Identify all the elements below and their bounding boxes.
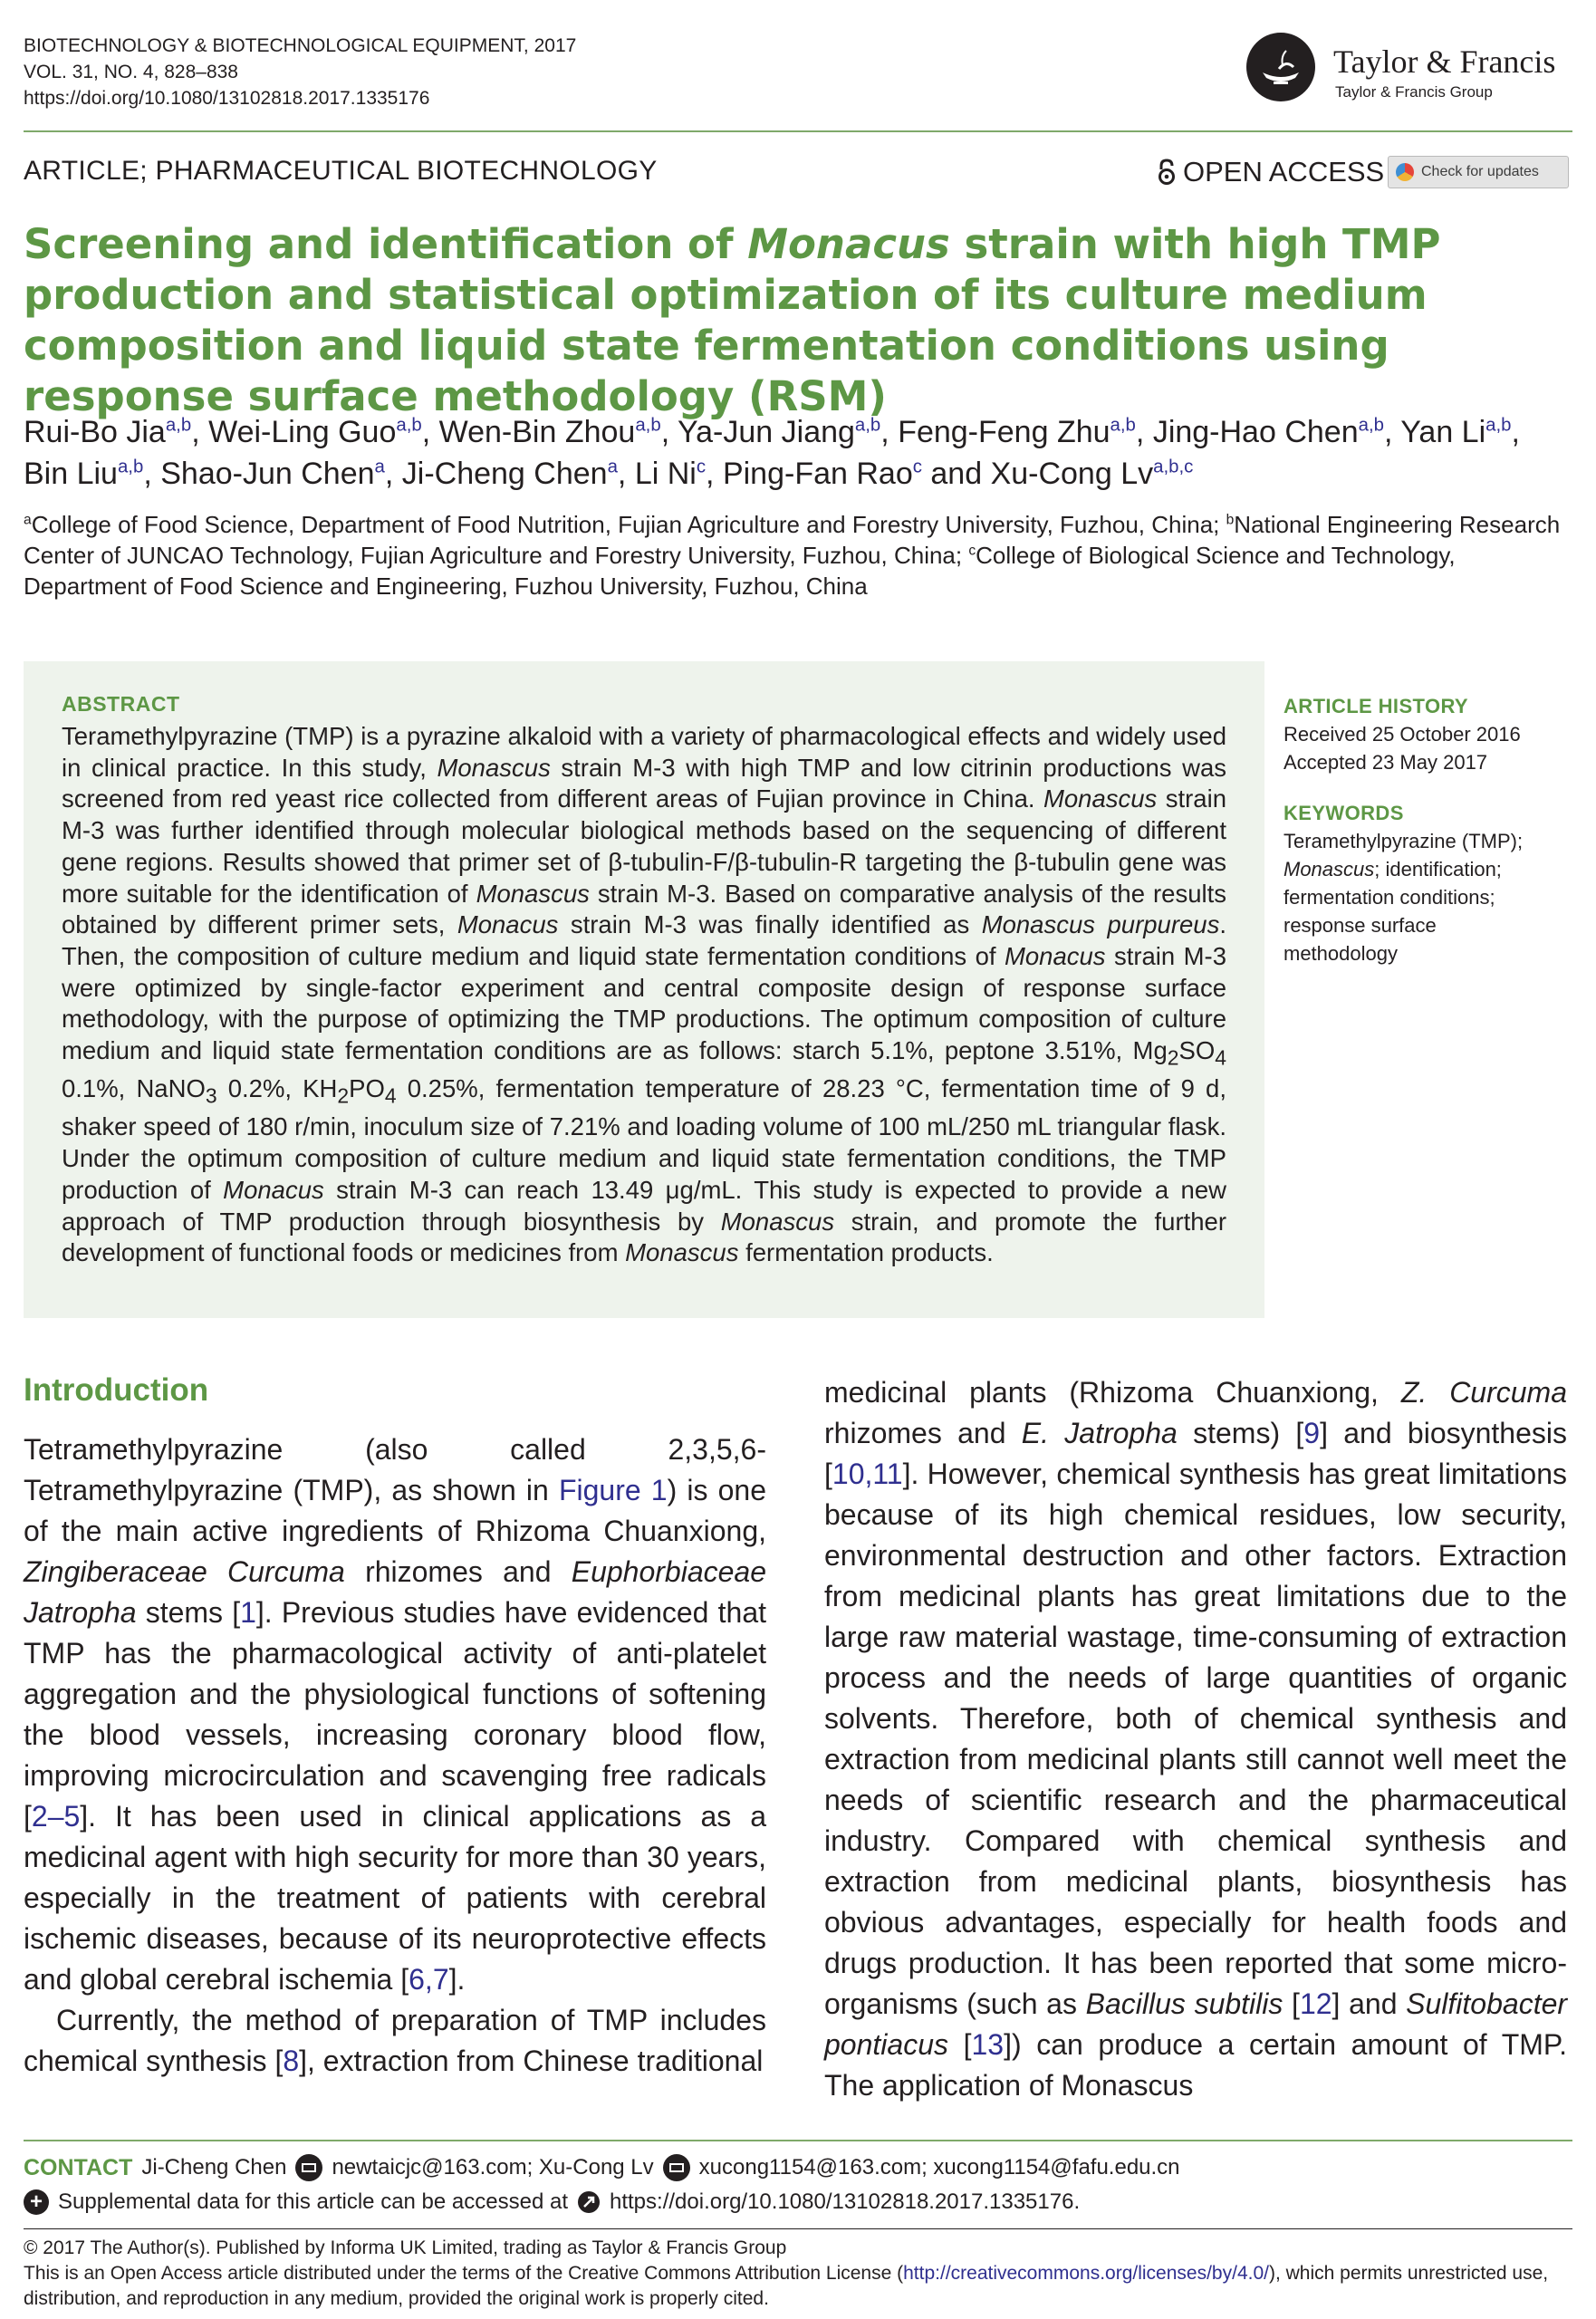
copyright-text: © 2017 The Author(s). Published by Informa UK Limited, trading as Taylor & Francis Group [24, 2237, 787, 2258]
publisher-group: Taylor & Francis Group [1335, 83, 1493, 101]
author-affiliation-mark: a,b [1358, 415, 1384, 436]
journal-meta [24, 33, 576, 111]
affiliation-c: College of Biological Science and Technology, Department of Food Science and Engineering, Fuzhou University, Fuzhou, China [24, 542, 1456, 600]
open-lock-icon [1158, 159, 1176, 186]
header-divider [24, 130, 1572, 132]
keyword-line: response surface [1284, 914, 1437, 937]
reference-link[interactable]: 1 [240, 1596, 256, 1629]
author-list: Rui-Bo Jia$^{a,b}$, Wei-Ling Guo$^{a,b}$, Wen-Bin Zhou$^{a,b}$, Ya-Jun Jiang$^{a,b}$, Feng-Feng Zhu$^{a,b}$, Jing-Hao Chen$^{a,b}$, Yan Li$^{a,b}$, Bin Liu$^{a,b}$, Shao-Jun Chen$^a$, Ji-Cheng Chen$^a$, Li Ni$^c$, Ping-Fan Rao$^c$ and Xu-Cong Lv$^{a,b,c}$ [24, 415, 1520, 491]
intro-left-column [24, 1429, 766, 2082]
reference-link[interactable]: 8 [283, 2045, 300, 2077]
abstract-text: Teramethylpyrazine (TMP) is a pyrazine alkaloid with a variety of pharmacological effects and widely used in clinical practice. In this study, Monascus strain M-3 with high TMP and low citrinin productions was screened from red yeast rice collected from different areas of Fujian province in China. Monascus strain M-3 was further identified through molecular biological methods based on the sequencing of different gene regions. Results showed that primer set of β-tubulin-F/β-tubulin-R targeting the β-tubulin gene was more suitable for the identification of Monascus strain M-3. Based on comparative analysis of the results obtained by different primer sets, Monacus strain M-3 was finally identified as Monascus purpureus. Then, the composition of culture medium and liquid state fermentation conditions of Monacus strain M-3 were optimized by single-factor experiment and central composite design of response surface methodology, with the purpose of optimizing the TMP productions. The optimum composition of culture medium and liquid state fermentation conditions are as follows: starch 5.1%, peptone 3.51%, $Mg_2SO_4$ 0.1%, NaNO$_3$ 0.2%, $KH_2PO_4$ 0.25%, fermentation temperature of 28.23 °C, fermentation time of 9 d, shaker speed of 180 r/min, inoculum size of 7.21% and loading volume of 100 mL/250 mL triangular flask. Under the optimum composition of culture medium and liquid state fermentation conditions, the TMP production of Monacus strain M-3 can reach 13.49 μg/mL. This study is expected to provide a new approach of TMP production through biosynthesis by Monascus strain, and promote the further development of functional foods or medicines from Monascus fermentation products. [62, 722, 1227, 1267]
email-icon [295, 2154, 322, 2181]
keyword-line: Monascus; identification; [1284, 858, 1502, 880]
affiliation-b: National Engineering Research Center of JUNCAO Technology, Fujian Agriculture and Forestry University, Fuzhou, China; [24, 511, 1561, 569]
license-block [24, 2236, 1572, 2312]
title-text-1: Screening and identification of [24, 220, 748, 268]
license-text: This is an Open Access article distributed under the terms of the Creative Commons Attribution License (http://creativecommons.org/licenses/by/4.0/), which permits unrestricted use, [24, 2263, 1549, 2284]
keywords-heading: KEYWORDS [1284, 802, 1404, 824]
author[interactable]: Bin Liu$^{a,b}$ [24, 457, 144, 491]
keyword-line: Teramethylpyrazine (TMP); [1284, 830, 1524, 852]
journal-name: BIOTECHNOLOGY & BIOTECHNOLOGICAL EQUIPMENT, 2017 [24, 35, 577, 56]
reference-link[interactable]: 10,11 [832, 1458, 903, 1490]
contact-line [24, 2154, 1180, 2181]
intro-paragraph: Tetramethylpyrazine (also called 2,3,5,6-Tetramethylpyrazine (TMP), as shown in Figure 1) is one of the main active ingredients of Rhizoma Chuanxiong, Zingiberaceae Curcuma rhizomes and Euphorbiaceae Jatropha stems [1]. Previous studies have evidenced that TMP has the pharmacological activity of anti-platelet aggregation and the physiological functions of softening the blood vessels, increasing coronary blood flow, improving microcirculation and scavenging free radicals [2–5]. It has been used in clinical applications as a medicinal agent with high security for more than 30 years, especially in the treatment of patients with cerebral ischemic diseases, because of its neuroprotective effects and global cerebral ischemia [6,7]. [24, 1433, 767, 1996]
open-access-label [1158, 156, 1384, 188]
supplemental-link[interactable]: https://doi.org/10.1080/13102818.2017.1335176. [610, 2189, 1081, 2214]
reference-link[interactable]: 2–5 [31, 1800, 81, 1833]
publisher-logo[interactable] [1246, 33, 1572, 107]
open-access-text: OPEN ACCESS [1183, 156, 1385, 188]
license-text-2: distribution, and reproduction in any medium, provided the original work is properly cited. [24, 2288, 769, 2309]
journal-volume: VOL. 31, NO. 4, 828–838 [24, 62, 238, 82]
author-affiliation-mark: c [696, 457, 707, 477]
keyword-line: methodology [1284, 942, 1398, 965]
abstract-heading: ABSTRACT [62, 692, 180, 716]
author[interactable]: Li Ni$^c$ [634, 457, 707, 491]
received-date: Received 25 October 2016 [1284, 723, 1521, 746]
author[interactable]: Yan Li$^{a,b}$ [1400, 415, 1512, 449]
license-link[interactable]: http://creativecommons.org/licenses/by/4.0/ [903, 2263, 1269, 2284]
affil-mark-a: a [24, 512, 32, 528]
external-link-icon [577, 2190, 601, 2214]
affiliations [24, 509, 1572, 601]
reference-link[interactable]: 13 [971, 2028, 1005, 2061]
intro-right-column [824, 1372, 1567, 2106]
author-affiliation-mark: a,b [117, 457, 144, 477]
author-affiliation-mark: a,b [165, 415, 192, 436]
title-italic: Monacus [747, 220, 950, 268]
contact-email[interactable]: xucong1154@163.com; xucong1154@fafu.edu.cn [698, 2155, 1180, 2179]
keyword-line: fermentation conditions; [1284, 886, 1495, 909]
journal-doi[interactable]: https://doi.org/10.1080/13102818.2017.1335176 [24, 88, 430, 109]
author[interactable]: Wen-Bin Zhou$^{a,b}$ [438, 415, 661, 449]
author[interactable]: Rui-Bo Jia$^{a,b}$ [24, 415, 192, 449]
article-history-heading: ARTICLE HISTORY [1284, 695, 1469, 717]
reference-link[interactable]: 12 [1299, 1987, 1332, 2020]
author-affiliation-mark: a,b [1110, 415, 1136, 436]
author[interactable]: Xu-Cong Lv$^{a,b,c}$ [990, 457, 1194, 491]
intro-paragraph: Currently, the method of preparation of TMP includes chemical synthesis [8], extraction from Chinese traditional [24, 2004, 766, 2077]
publisher-name: Taylor & Francis [1333, 43, 1556, 80]
accepted-date: Accepted 23 May 2017 [1284, 751, 1488, 774]
author-affiliation-mark: a,b [1485, 415, 1512, 436]
article-history [1284, 692, 1573, 776]
license-divider [24, 2228, 1572, 2229]
supplemental-line [24, 2189, 1080, 2216]
author-affiliation-mark: a,b [854, 415, 881, 436]
author[interactable]: Jing-Hao Chen$^{a,b}$ [1152, 415, 1384, 449]
author[interactable]: Ya-Jun Jiang$^{a,b}$ [677, 415, 881, 449]
contact-label: CONTACT [24, 2155, 133, 2180]
check-for-updates-button[interactable] [1388, 156, 1569, 188]
author[interactable]: Feng-Feng Zhu$^{a,b}$ [898, 415, 1136, 449]
footer-divider [24, 2140, 1572, 2141]
article-title [24, 219, 1563, 422]
publisher-lamp-icon [1246, 33, 1315, 101]
affil-mark-b: b [1226, 512, 1235, 528]
title-text-2: strain with high TMP production and statistical optimization of its culture medium composition and liquid state fermentation conditions using response surface methodology (RSM) [24, 220, 1441, 420]
author-affiliation-mark: a,b [396, 415, 422, 436]
email-icon [663, 2154, 690, 2181]
intro-paragraph: medicinal plants (Rhizoma Chuanxiong, Z. Curcuma rhizomes and E. Jatropha stems) [9] and biosynthesis [10,11]. However, chemical synthesis has great limitations because of its high chemical residues, low security, environmental destruction and other factors. Extraction from medicinal plants has great limitations due to the large raw material wastage, time-consuming of extraction process and the needs of large quantities of organic solvents. Therefore, both of chemical synthesis and extraction from medicinal plants still cannot well meet the needs of scientific research and the pharmaceutical industry. Compared with chemical synthesis and extraction from medicinal plants, biosynthesis has obvious advantages, especially for health foods and drugs production. It has been reported that some micro-organisms (such as Bacillus subtilis [12] and Sulfitobacter pontiacus [13]) can produce a certain amount of TMP. The application of Monascus [824, 1376, 1568, 2102]
author[interactable]: Ji-Cheng Chen$^a$ [401, 457, 618, 491]
author-affiliation-mark: a [607, 457, 618, 477]
contact-name: Ji-Cheng Chen [141, 2155, 287, 2179]
figure-link[interactable]: Figure 1 [558, 1474, 668, 1506]
author-affiliation-mark: c [912, 457, 922, 477]
supplemental-text: Supplemental data for this article can be accessed at [58, 2189, 568, 2214]
crossmark-icon [1396, 163, 1414, 181]
article-category: ARTICLE; PHARMACEUTICAL BIOTECHNOLOGY [24, 156, 658, 186]
author[interactable]: Wei-Ling Guo$^{a,b}$ [208, 415, 422, 449]
author-affiliation-mark: a [374, 457, 385, 477]
keywords [1284, 799, 1573, 967]
affiliation-a: College of Food Science, Department of Food Nutrition, Fujian Agriculture and Forestry University, Fuzhou, China; [31, 511, 1226, 538]
author[interactable]: Shao-Jun Chen$^a$ [160, 457, 385, 491]
introduction-heading: Introduction [24, 1372, 209, 1408]
contact-email[interactable]: newtaicjc@163.com; Xu-Cong Lv [332, 2155, 654, 2179]
reference-link[interactable]: 6,7 [409, 1963, 449, 1996]
author[interactable]: Ping-Fan Rao$^c$ [722, 457, 922, 491]
check-for-updates-label: Check for updates [1421, 164, 1539, 179]
author-affiliation-mark: a,b [635, 415, 661, 436]
author-affiliation-mark: a,b,c [1153, 457, 1194, 477]
reference-link[interactable]: 9 [1303, 1417, 1321, 1449]
affil-mark-c: c [968, 543, 976, 559]
supplemental-plus-icon: + [24, 2189, 49, 2215]
